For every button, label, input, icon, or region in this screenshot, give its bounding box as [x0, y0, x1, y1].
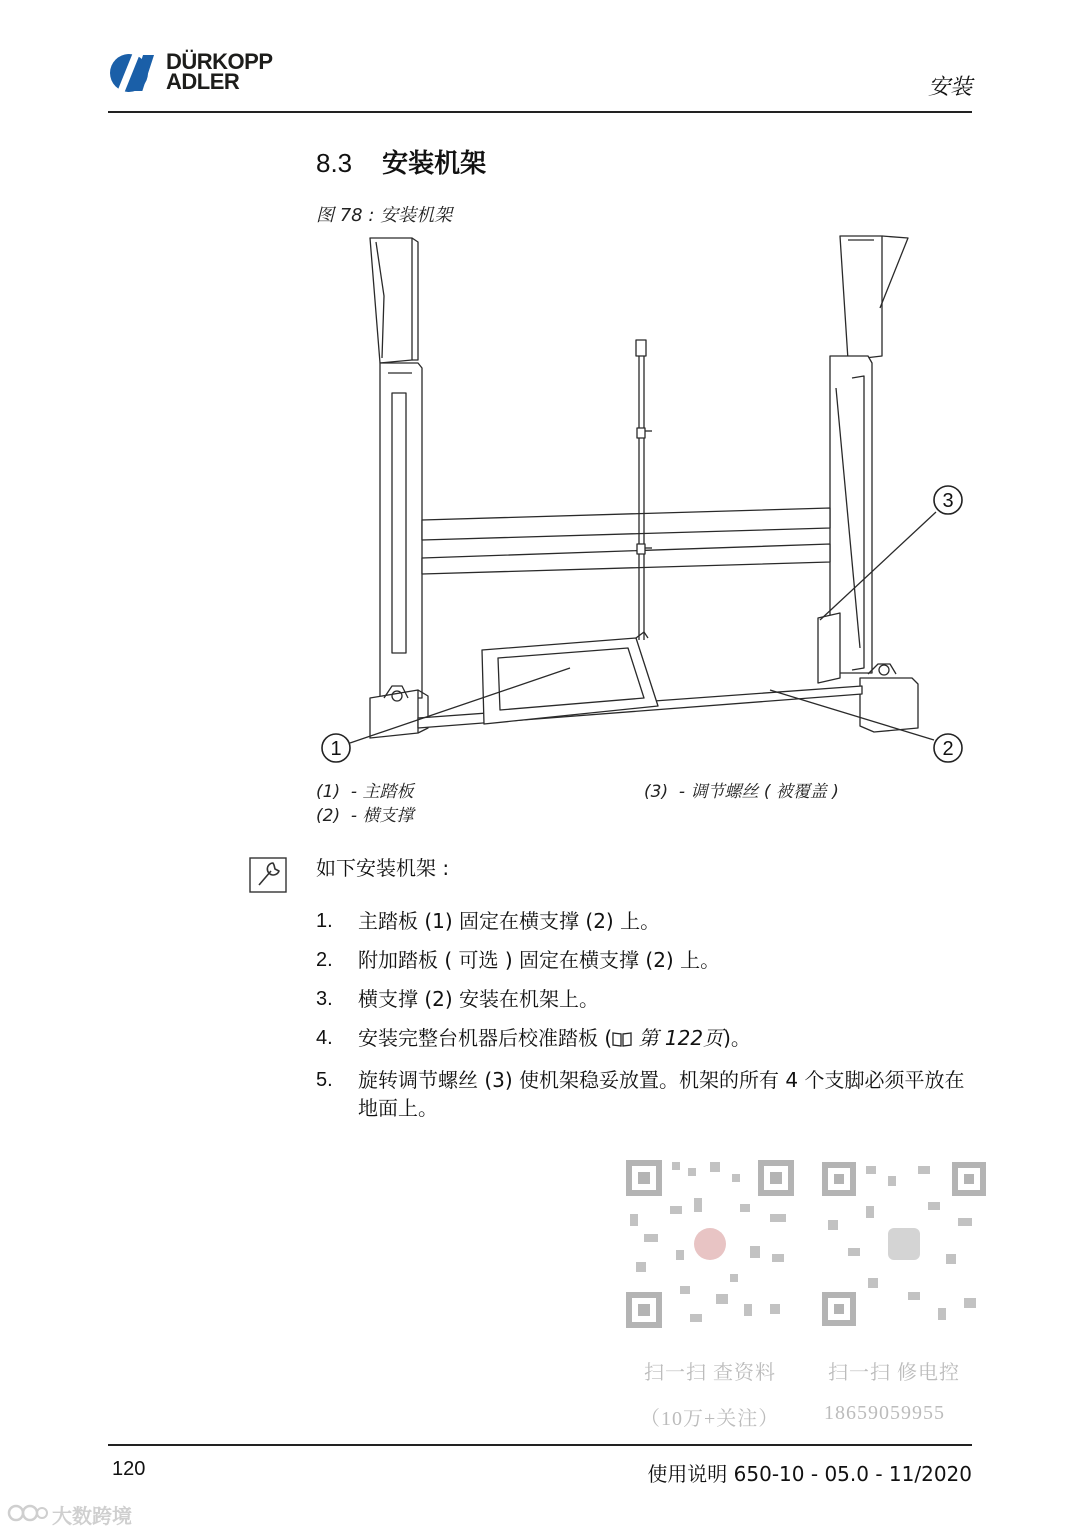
callout-1-label: 1	[330, 738, 342, 760]
qr-code-right	[818, 1158, 990, 1330]
qr-right-phone: 18659059955	[824, 1402, 945, 1424]
brand-logo-text: DÜRKOPP ADLER	[166, 49, 273, 94]
wrench-icon	[249, 857, 287, 893]
callout-3-label: 3	[942, 490, 954, 512]
machine-stand-figure	[300, 228, 980, 778]
page-reference-link[interactable]: 第 122页	[632, 1026, 724, 1050]
header-divider	[108, 111, 972, 113]
callout-2	[934, 734, 962, 762]
step-item: 3. 横支撑 (2) 安装在机架上。	[316, 987, 600, 1011]
section-heading	[316, 143, 486, 180]
durkopp-adler-logo-icon	[108, 52, 162, 94]
legend-item: (2) - 横支撑	[316, 806, 414, 826]
legend-item: (1) - 主踏板	[316, 782, 414, 802]
callout-2-label: 2	[942, 738, 954, 760]
section-title: 安装机架	[382, 149, 487, 179]
watermark-logo-icon	[6, 1500, 50, 1526]
qr-code-area	[614, 1150, 996, 1430]
step-item: 1. 主踏板 (1) 固定在横支撑 (2) 上。	[316, 909, 661, 933]
step-item: 5. 旋转调节螺丝 (3) 使机架稳妥放置。机架的所有 4 个支脚必须平放在地面上。	[316, 1068, 965, 1120]
legend-item: (3) - 调节螺丝 ( 被覆盖 )	[644, 782, 839, 802]
section-number: 8.3	[316, 148, 353, 178]
footer-divider	[108, 1444, 972, 1446]
qr-left-subcaption: （10万+关注）	[640, 1408, 780, 1430]
qr-right-caption: 扫一扫 修电控	[828, 1362, 960, 1384]
page-number: 120	[112, 1458, 146, 1480]
watermark-text: 大数跨境	[52, 1504, 132, 1528]
qr-code-left	[620, 1154, 800, 1334]
book-icon	[612, 1031, 632, 1047]
document-id: 使用说明 650-10 - 05.0 - 11/2020	[647, 1462, 972, 1486]
qr-left-caption: 扫一扫 查资料	[644, 1362, 776, 1384]
callout-3	[934, 486, 962, 514]
step-item: 2. 附加踏板 ( 可选 ) 固定在横支撑 (2) 上。	[316, 948, 721, 972]
header-section-title: 安装	[927, 75, 972, 100]
figure-caption: 图 78 : 安装机架	[316, 205, 453, 226]
step-item: 4. 安装完整台机器后校准踏板 ( 第 122页)。	[316, 1026, 751, 1050]
instruction-intro: 如下安装机架 :	[316, 856, 450, 880]
callout-1	[322, 734, 350, 762]
